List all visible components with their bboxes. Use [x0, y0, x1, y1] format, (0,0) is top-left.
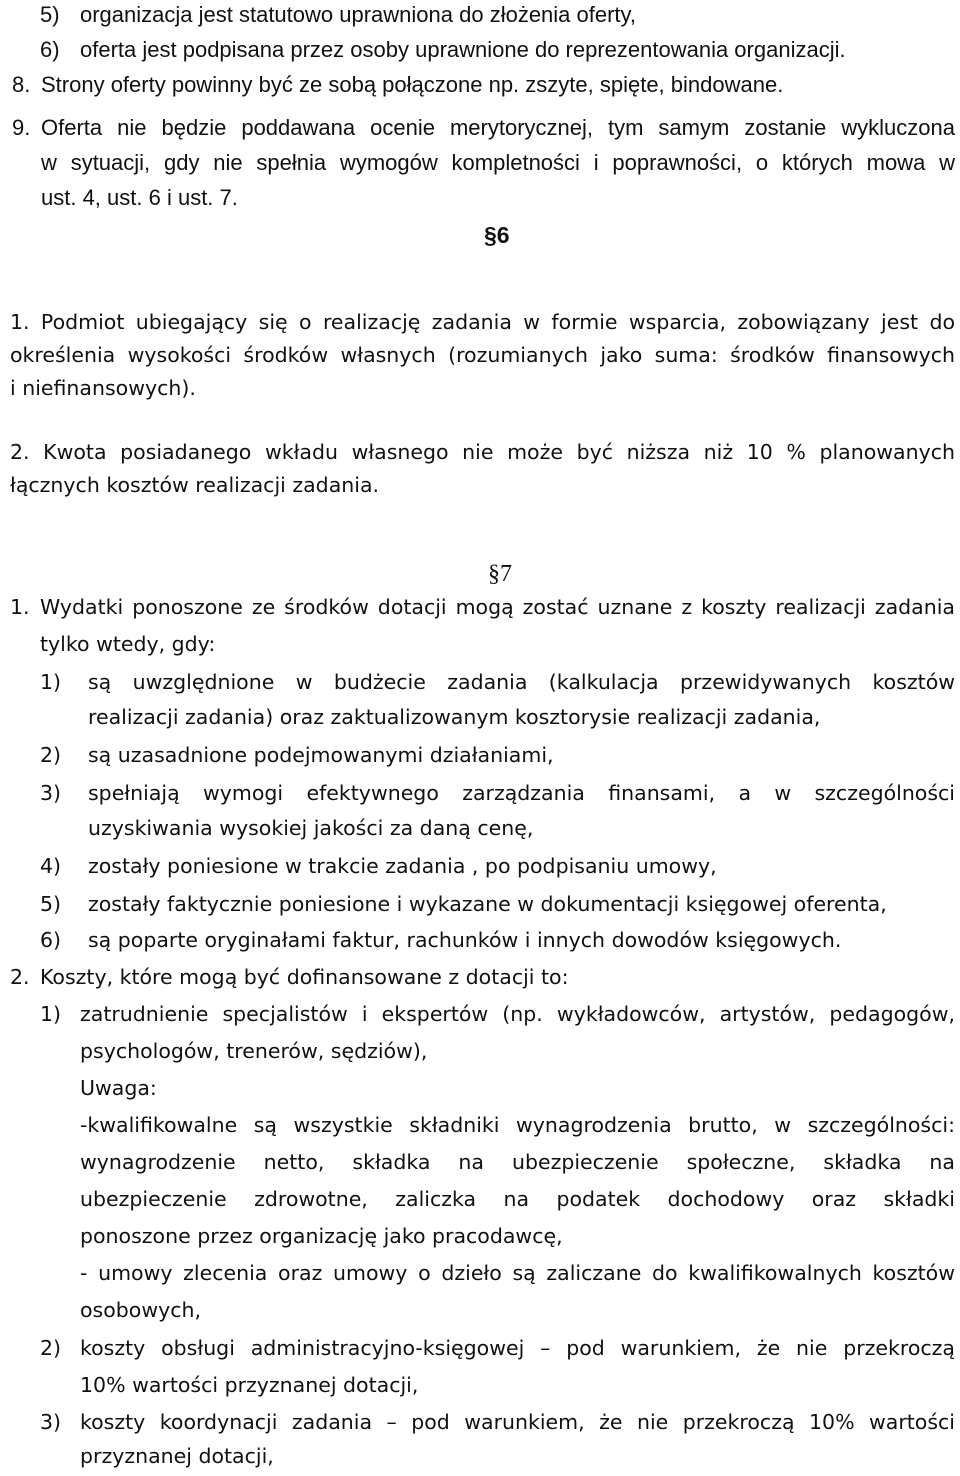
paragraph-line: 2. Kwota posiadanego wkładu własnego nie może być niższa niż 10 % planowanych	[10, 440, 955, 464]
cost-line: psychologów, trenerów, sędziów),	[80, 1039, 428, 1063]
paragraph-number: 1.	[10, 595, 30, 619]
paragraph-line: Koszty, które mogą być dofinansowane z dotacji to:	[40, 965, 569, 989]
paragraph-number: 2.	[10, 965, 30, 989]
cost-number: 3)	[40, 1410, 62, 1434]
condition-number: 6)	[40, 928, 62, 952]
paragraph-line: łącznych kosztów realizacji zadania.	[10, 473, 380, 497]
paragraph-line: 1. Podmiot ubiegający się o realizację zadania w formie wsparcia, zobowiązany jest do	[10, 310, 955, 334]
cost-line: 10% wartości przyznanej dotacji,	[80, 1373, 419, 1397]
paragraph-line: Wydatki ponoszone ze środków dotacji mogą zostać uznane z koszty realizacji zadania	[40, 595, 955, 619]
condition-line: zostały faktycznie poniesione i wykazane w dokumentacji księgowej oferenta,	[88, 892, 887, 916]
condition-number: 3)	[40, 781, 62, 805]
condition-number: 5)	[40, 892, 62, 916]
point-text-line: ust. 4, ust. 6 i ust. 7.	[41, 185, 238, 210]
condition-line: są uwzględnione w budżecie zadania (kalkulacja przewidywanych kosztów	[88, 670, 955, 694]
point-text: Strony oferty powinny być ze sobą połączone np. zszyte, spięte, bindowane.	[41, 72, 784, 97]
condition-number: 1)	[40, 670, 62, 694]
list-item-number: 5)	[40, 2, 60, 27]
list-item-text: oferta jest podpisana przez osoby uprawnione do reprezentowania organizacji.	[80, 37, 846, 62]
condition-line: spełniają wymogi efektywnego zarządzania finansami, a w szczególności	[88, 781, 955, 805]
condition-number: 4)	[40, 854, 62, 878]
point-number: 9.	[12, 115, 31, 140]
cost-number: 1)	[40, 1002, 62, 1026]
section-heading: §6	[484, 222, 510, 248]
list-item-number: 6)	[40, 37, 60, 62]
cost-line: ubezpieczenie zdrowotne, zaliczka na podatek dochodowy oraz składki	[80, 1187, 955, 1211]
cost-line: wynagrodzenie netto, składka na ubezpieczenie społeczne, składka na	[80, 1150, 955, 1174]
cost-line: ponoszone przez organizację jako pracodawcę,	[80, 1224, 563, 1248]
cost-line: koszty obsługi administracyjno-księgowej – pod warunkiem, że nie przekroczą	[80, 1336, 955, 1360]
cost-line: -kwalifikowalne są wszystkie składniki wynagrodzenia brutto, w szczególności:	[80, 1113, 955, 1137]
cost-number: 2)	[40, 1336, 62, 1360]
paragraph-line: określenia wysokości środków własnych (rozumianych jako suma: środków finansowych	[10, 343, 955, 367]
cost-line: koszty koordynacji zadania – pod warunkiem, że nie przekroczą 10% wartości	[80, 1410, 955, 1434]
list-item-text: organizacja jest statutowo uprawniona do złożenia oferty,	[80, 2, 637, 27]
cost-line: zatrudnienie specjalistów i ekspertów (np. wykładowców, artystów, pedagogów,	[80, 1002, 955, 1026]
point-text-line: Oferta nie będzie poddawana ocenie merytorycznej, tym samym zostanie wykluczona	[41, 115, 955, 140]
cost-line: przyznanej dotacji,	[80, 1444, 274, 1468]
condition-line: zostały poniesione w trakcie zadania , po podpisaniu umowy,	[88, 854, 717, 878]
point-text-line: w sytuacji, gdy nie spełnia wymogów kompletności i poprawności, o których mowa w	[41, 150, 955, 175]
condition-line: realizacji zadania) oraz zaktualizowanym kosztorysie realizacji zadania,	[88, 705, 821, 729]
cost-line: - umowy zlecenia oraz umowy o dzieło są zaliczane do kwalifikowalnych kosztów	[80, 1261, 955, 1285]
section-heading: §7	[488, 561, 512, 587]
condition-line: uzyskiwania wysokiej jakości za daną cenę,	[88, 816, 534, 840]
cost-line: osobowych,	[80, 1298, 201, 1322]
condition-line: są uzasadnione podejmowanymi działaniami,	[88, 743, 554, 767]
condition-number: 2)	[40, 743, 62, 767]
cost-line: Uwaga:	[80, 1076, 157, 1100]
paragraph-line: i niefinansowych).	[10, 376, 196, 400]
point-number: 8.	[12, 72, 31, 97]
paragraph-line: tylko wtedy, gdy:	[40, 632, 216, 656]
condition-line: są poparte oryginałami faktur, rachunków i innych dowodów księgowych.	[88, 928, 842, 952]
